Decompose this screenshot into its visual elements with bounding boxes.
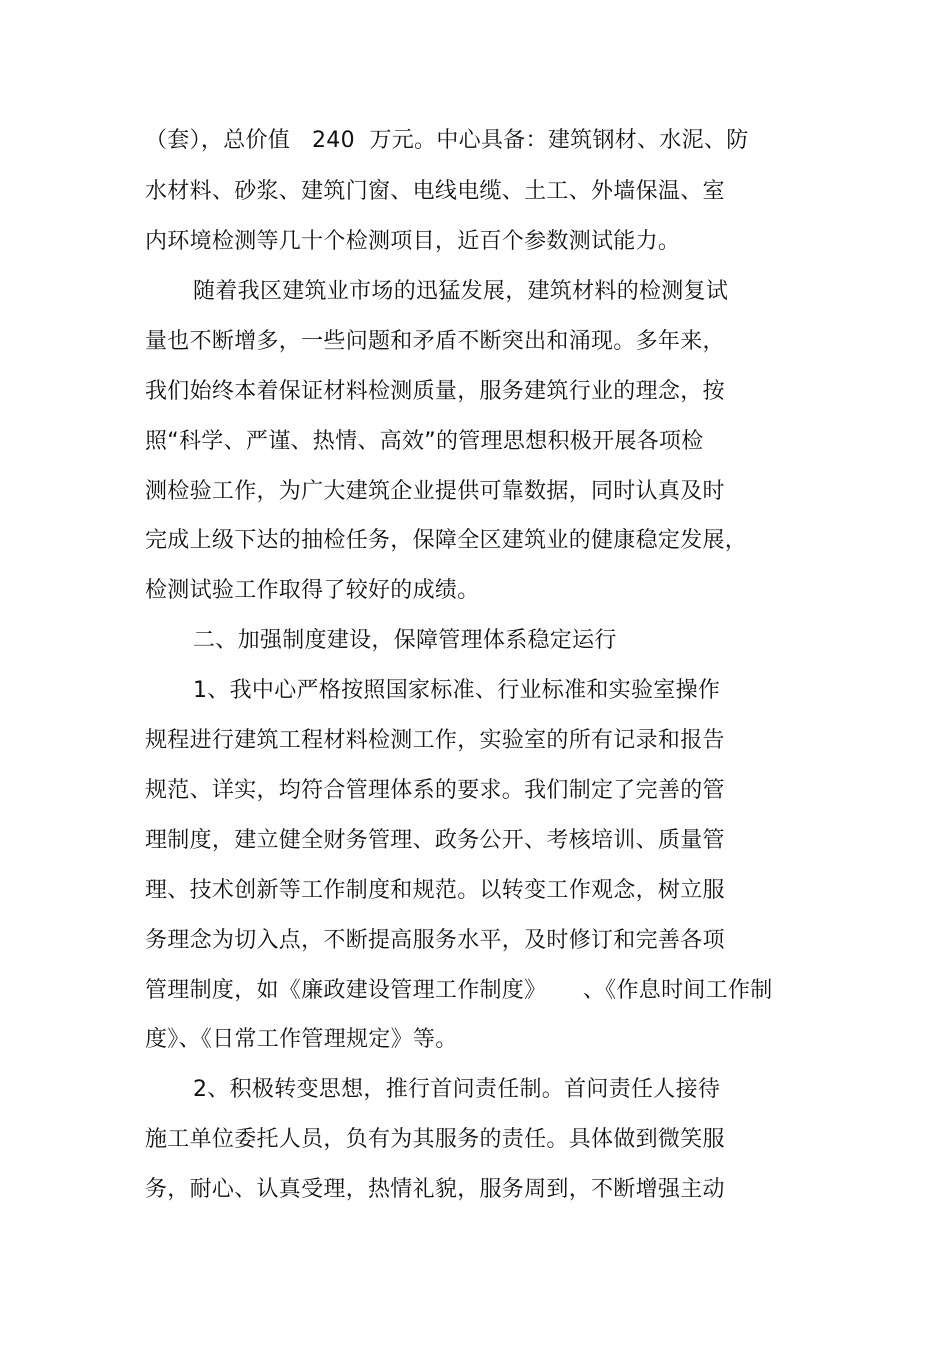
text-line: 规范、详实，均符合管理体系的要求。我们制定了完善的管 <box>145 778 725 803</box>
paragraph-start-line: 2、积极转变思想，推行首问责任制。首问责任人接待 <box>193 1077 721 1102</box>
text-line: 水材料、砂浆、建筑门窗、电线电缆、土工、外墙保温、室 <box>145 179 725 204</box>
text-line: 理、技术创新等工作制度和规范。以转变工作观念，树立服 <box>145 878 725 903</box>
text-line: 我们始终本着保证材料检测质量，服务建筑行业的理念，按 <box>145 379 725 404</box>
text-line: 检测试验工作取得了较好的成绩。 <box>145 578 480 603</box>
section-heading: 二、加强制度建设，保障管理体系稳定运行 <box>193 628 617 653</box>
text-line: 量也不断增多，一些问题和矛盾不断突出和涌现。多年来， <box>145 329 725 354</box>
text-line: 测检验工作，为广大建筑企业提供可靠数据，同时认真及时 <box>145 479 725 504</box>
text-line: 务，耐心、认真受理，热情礼貌，服务周到，不断增强主动 <box>145 1177 725 1202</box>
text-line: （套），总价值 240 万元。中心具备：建筑钢材、水泥、防 <box>145 128 749 153</box>
text-line: 务理念为切入点，不断提高服务水平，及时修订和完善各项 <box>145 928 725 953</box>
text-line: 规程进行建筑工程材料检测工作，实验室的所有记录和报告 <box>145 728 725 753</box>
text-line: 理制度，建立健全财务管理、政务公开、考核培训、质量管 <box>145 828 725 853</box>
paragraph-start-line: 随着我区建筑业市场的迅猛发展，建筑材料的检测复试 <box>193 279 729 304</box>
paragraph-start-line: 1、我中心严格按照国家标准、行业标准和实验室操作 <box>193 678 721 703</box>
text-line: 完成上级下达的抽检任务，保障全区建筑业的健康稳定发展， <box>145 528 748 553</box>
text-line: 度》、《日常工作管理规定》等。 <box>145 1027 458 1052</box>
text-line: 照“科学、严谨、热情、高效”的管理思想积极开展各项检 <box>145 429 704 454</box>
text-line: 施工单位委托人员，负有为其服务的责任。具体做到微笑服 <box>145 1127 725 1152</box>
text-line: 内环境检测等几十个检测项目，近百个参数测试能力。 <box>145 229 681 254</box>
text-line: 管理制度，如《廉政建设管理工作制度》 、《作息时间工作制 <box>145 978 773 1003</box>
